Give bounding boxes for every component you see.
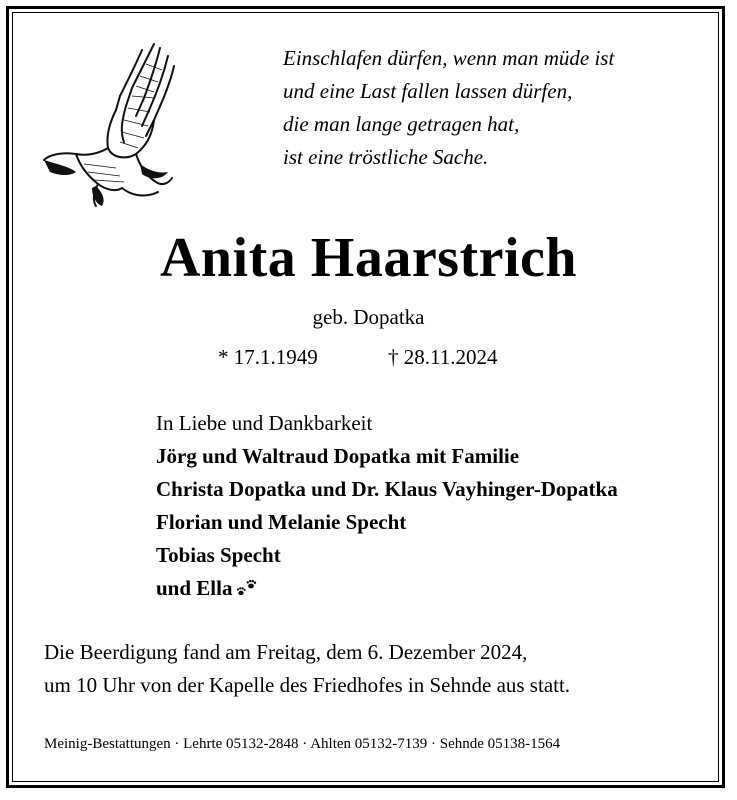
mourners-intro: In Liebe und Dankbarkeit [156, 411, 373, 435]
deceased-name: Anita Haarstrich [159, 227, 578, 289]
praying-hands-icon [36, 36, 186, 208]
mourner-entry-last [156, 572, 618, 605]
mourner-entry: Tobias Specht [156, 543, 281, 567]
mourners-list [156, 407, 618, 605]
funeral-notice [44, 636, 570, 702]
poem-line: Einschlafen dürfen, wenn man müde ist [283, 46, 615, 70]
poem [283, 42, 713, 174]
poem-line: ist eine tröstliche Sache. [283, 145, 489, 169]
maiden-name-text: geb. Dopatka [312, 305, 425, 329]
birth-date: * 17.1.1949 [218, 345, 318, 369]
maiden-name [0, 302, 737, 332]
mourner-entry: und Ella [156, 576, 233, 600]
mourner-entry: Jörg und Waltraud Dopatka mit Familie [156, 444, 520, 468]
mourner-entry: Christa Dopatka und Dr. Klaus Vayhinger-Dopatka [156, 477, 618, 501]
death-date: † 28.11.2024 [388, 345, 498, 369]
funeral-line: Die Beerdigung fand am Freitag, dem 6. Dezember 2024, [44, 640, 528, 664]
poem-line: die man lange getragen hat, [283, 112, 520, 136]
paw-prints-icon [236, 579, 258, 597]
poem-line: und eine Last fallen lassen dürfen, [283, 79, 573, 103]
mourner-entry: Florian und Melanie Specht [156, 510, 407, 534]
funeral-line: um 10 Uhr von der Kapelle des Friedhofes in Sehnde aus statt. [44, 673, 571, 697]
funeral-home-contact: Meinig-Bestattungen · Lehrte 05132-2848 · Ahlten 05132-7139 · Sehnde 05138-1564 [44, 736, 561, 752]
